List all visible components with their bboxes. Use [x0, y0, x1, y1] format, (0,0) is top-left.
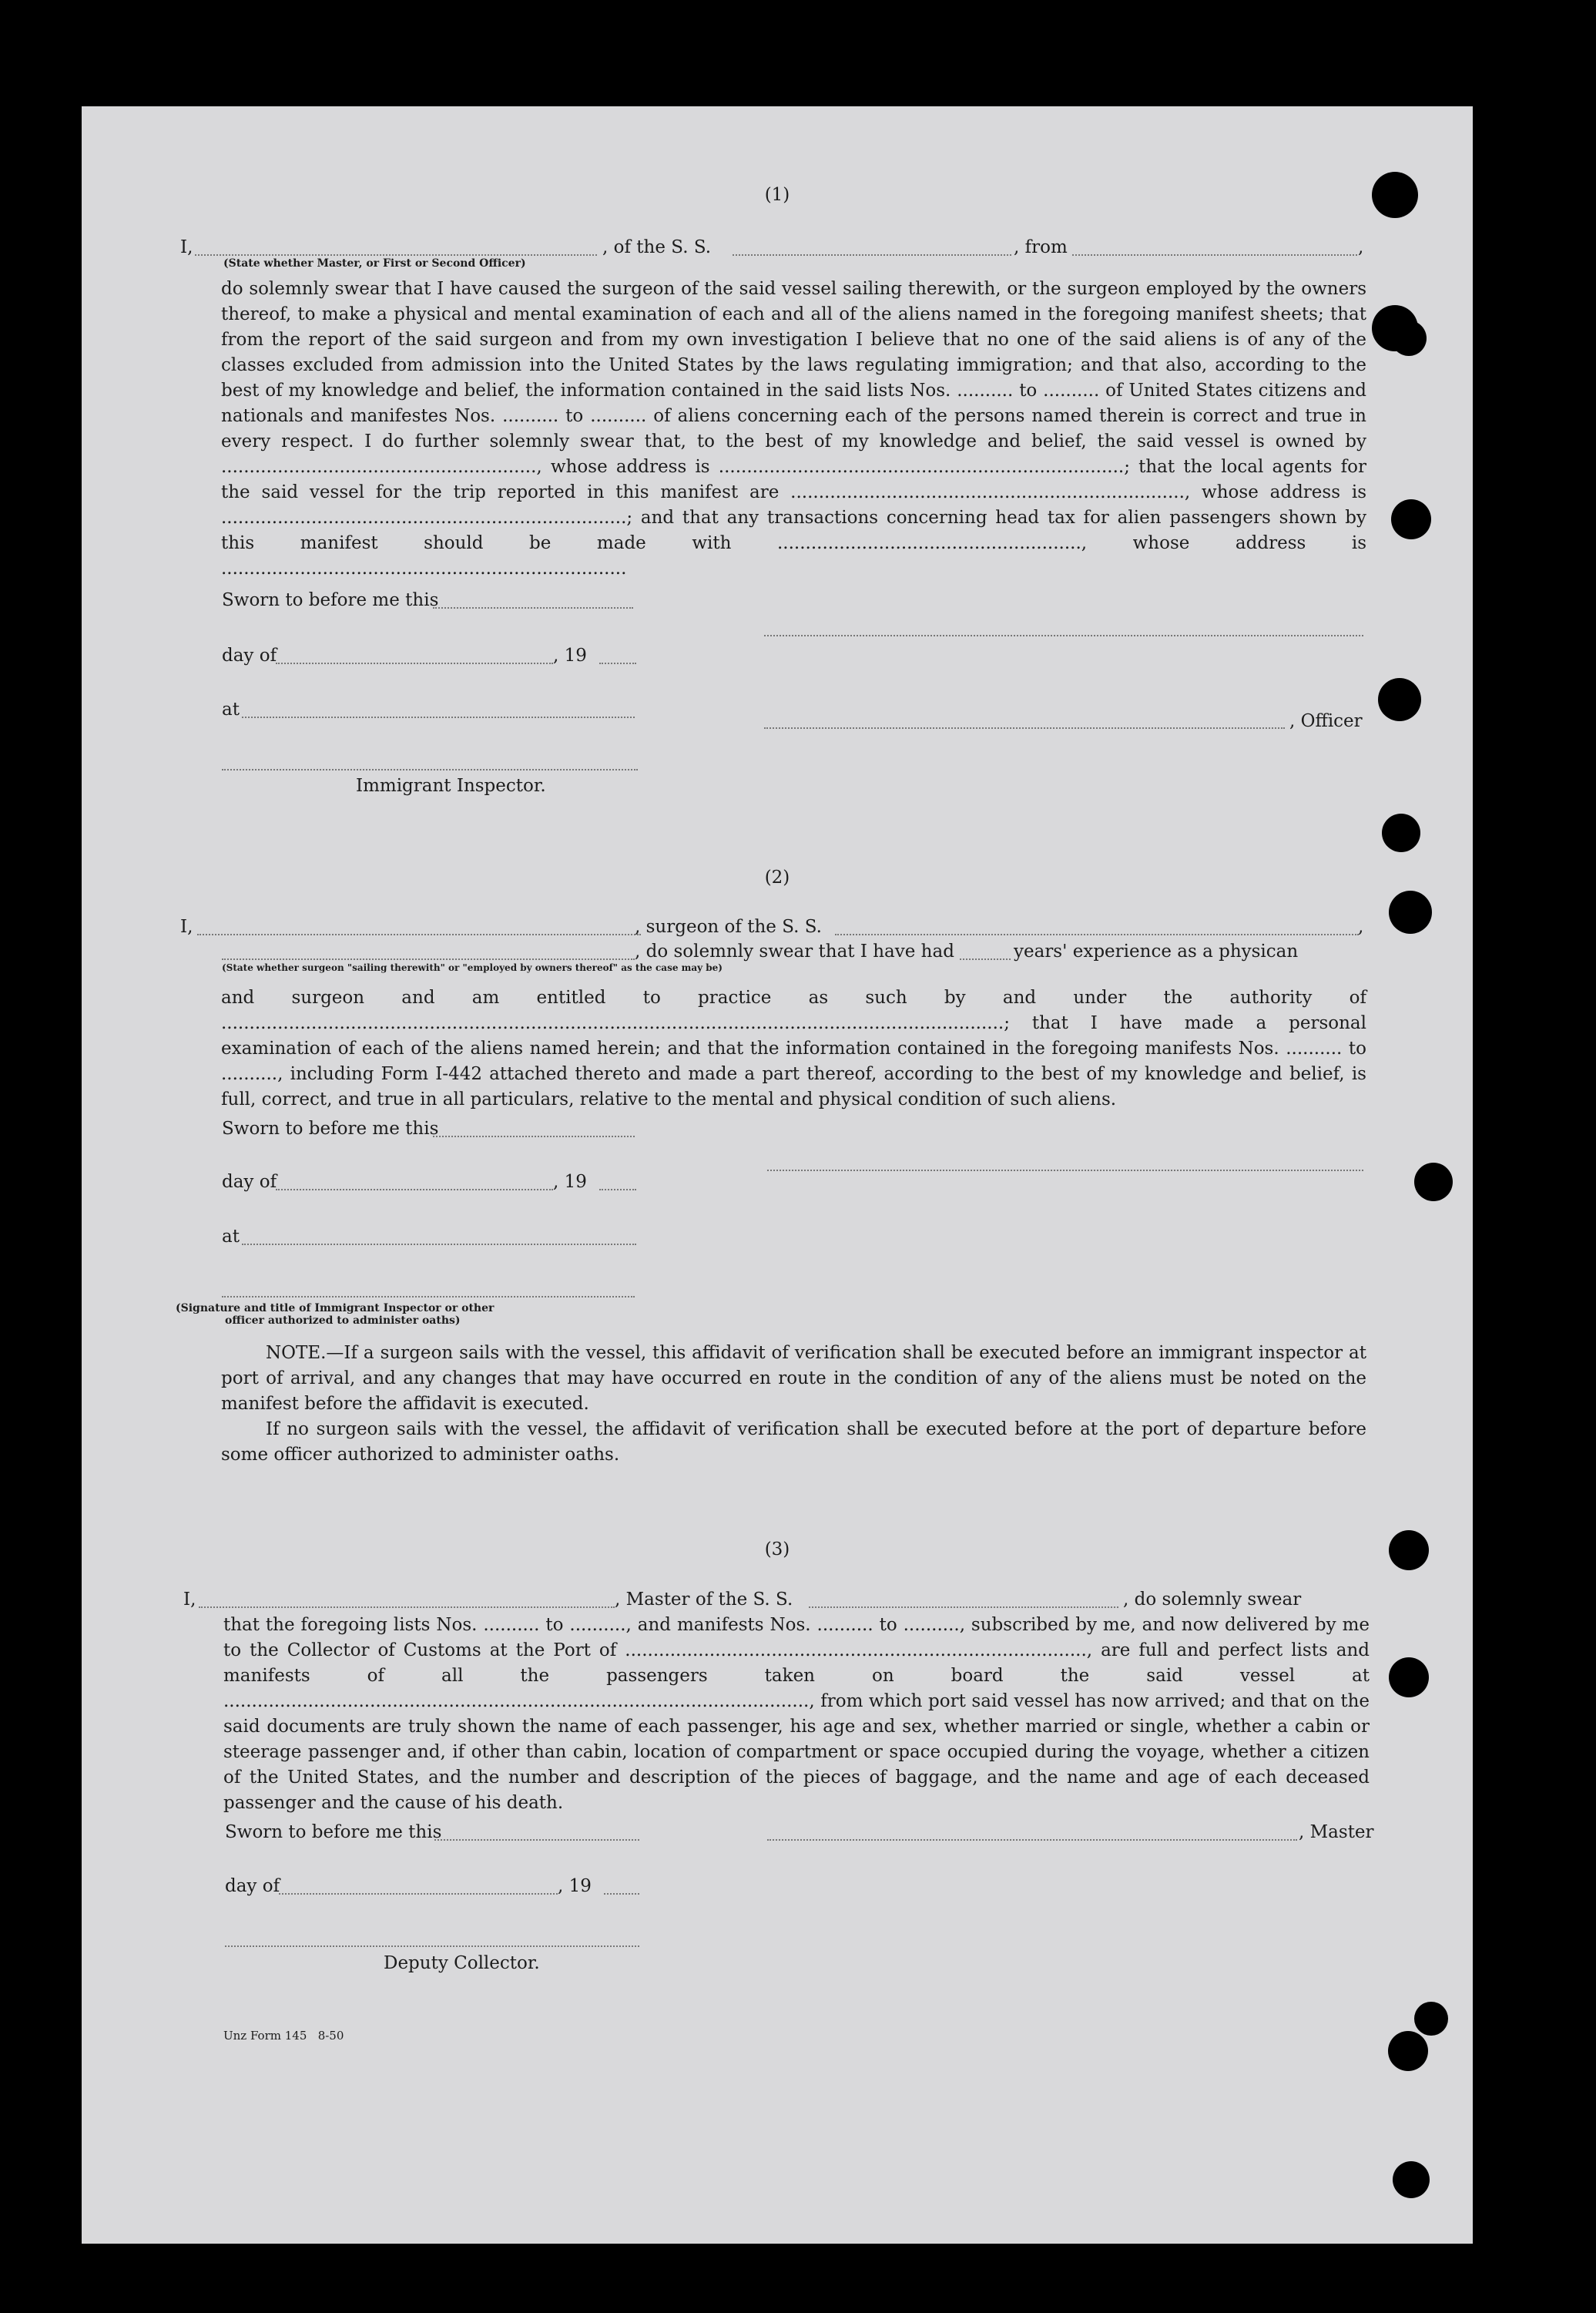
punch-hole: [1414, 2002, 1448, 2036]
section-2-number: (2): [764, 868, 790, 888]
s2-sworn: Sworn to before me this: [222, 1119, 439, 1139]
s3-day-blank[interactable]: [279, 1893, 558, 1895]
s2-year: , 19: [553, 1172, 587, 1192]
s1-at: at: [222, 700, 240, 720]
s1-year-blank[interactable]: [599, 663, 636, 664]
s1-from-label: , from: [1014, 237, 1068, 257]
s3-collector: Deputy Collector.: [384, 1953, 540, 1973]
s2-sig-note-1: (Signature and title of Immigrant Inspector or other: [176, 1302, 495, 1314]
s2-paragraph: and surgeon and am entitled to practice as such by and under the authority of ...........................................................................................................................................; that I have made a personal examination of each of the aliens named herein; and that the information contained in the foregoing manifests Nos. .......... to .........., including Form I-442 attached thereto and made a part thereof, according to the best of my knowledge and belief, is full, correct, and true in all particulars, relative to the mental and physical condition of such aliens.: [221, 988, 1366, 1110]
s1-dayof: day of: [222, 646, 277, 666]
punch-hole: [1414, 1163, 1453, 1201]
s2-day-blank[interactable]: [276, 1189, 553, 1190]
s3-year-blank[interactable]: [604, 1893, 639, 1895]
s1-ss-label: , of the S. S.: [602, 237, 712, 257]
s2-at: at: [222, 1227, 240, 1247]
s3-year: , 19: [558, 1876, 592, 1896]
s2-dayof: day of: [222, 1172, 277, 1192]
form-sheet: [82, 106, 1473, 2244]
punch-hole: [1382, 814, 1420, 852]
s1-at-blank[interactable]: [242, 717, 635, 718]
s3-master-label: , Master of the S. S.: [615, 1590, 793, 1610]
punch-hole: [1391, 499, 1431, 539]
s2-vessel-blank[interactable]: [835, 934, 1359, 935]
s2-note: (State whether surgeon "sailing therewith" or "employed by owners thereof" as the case may be): [222, 962, 723, 973]
section-3-number: (3): [764, 1539, 790, 1559]
section-1-number: (1): [764, 185, 790, 205]
s2-sig-note-2: officer authorized to administer oaths): [225, 1314, 461, 1327]
s3-sworn-blank[interactable]: [434, 1839, 639, 1841]
s3-master-blank[interactable]: [767, 1839, 1297, 1841]
s2-status-blank[interactable]: [222, 958, 635, 960]
s3-vessel-blank[interactable]: [809, 1606, 1118, 1608]
punch-hole: [1393, 2161, 1430, 2198]
s2-line-end: ,: [1358, 917, 1364, 937]
s2-surgeon-label: , surgeon of the S. S.: [635, 917, 822, 937]
s3-i-label: I,: [183, 1590, 196, 1610]
s2-note-paragraph: NOTE.—If a surgeon sails with the vessel, this affidavit of verification shall be executed before an immigrant inspector at port of arrival, and any changes that may have occurred en route in the condition of any of the aliens must be noted on the manifest before the affidavit is executed.: [221, 1343, 1366, 1414]
s1-sworn-blank[interactable]: [433, 607, 633, 609]
s1-day-blank[interactable]: [276, 663, 553, 664]
s3-paragraph: that the foregoing lists Nos. .......... to .........., and manifests Nos. .......... to .........., subscribed by me, and now delivered by me to the Collector of Customs at the Port of .................................................................................., are full and perfect lists and manifests of all the passengers taken on board the said vessel at ........................................................................................................, from which port said vessel has now arrived; and that on the said documents are truly shown the name of each passenger, his age and sex, whether married or single, whether a cabin or steerage passenger and, if other than cabin, location of compartment or space occupied during the voyage, whether a citizen of the United States, and the number and description of the pieces of baggage, and the name and age of each deceased passenger and the cause of his death.: [223, 1615, 1370, 1813]
s2-years-blank[interactable]: [960, 958, 1011, 960]
s1-line-end: ,: [1358, 237, 1364, 257]
s1-rank-blank[interactable]: [195, 254, 597, 256]
s2-years-label: years' experience as a physican: [1014, 942, 1299, 962]
s1-i-label: I,: [180, 237, 193, 257]
s2-year-blank[interactable]: [599, 1189, 636, 1190]
s2-note-paragraph-2: If no surgeon sails with the vessel, the affidavit of verification shall be executed before at the port of departure before some officer authorized to administer oaths.: [221, 1419, 1366, 1465]
s1-officer: , Officer: [1289, 711, 1363, 731]
s3-swear-label: , do solemnly swear: [1123, 1590, 1302, 1610]
s3-dayof: day of: [225, 1876, 280, 1896]
s1-sworn: Sworn to before me this: [222, 590, 439, 610]
s3-name-blank[interactable]: [199, 1606, 615, 1608]
punch-hole: [1389, 1657, 1429, 1697]
s1-paragraph: do solemnly swear that I have caused the surgeon of the said vessel sailing therewith, or the surgeon employed by the owners thereof, to make a physical and mental examination of each and all of the aliens named in the foregoing manifest sheets; that from the report of the said surgeon and from my own investigation I believe that no one of the said aliens is of any of the classes excluded from admission into the United States by the laws regulating immigration; and that also, according to the best of my knowledge and belief, the information contained in the said lists Nos. .......... to .......... of United States citizens and nationals and manifestes Nos. .......... to .......... of aliens concerning each of the persons named therein is correct and true in every respect. I do further solemnly swear that, to the best of my knowledge and belief, the said vessel is owned by ........................................................, whose address is ........................................................................; that the local agents for the said vessel for the trip reported in this manifest are ......................................................................, whose address is ........................................................................; and that any transactions concerning head tax for alien passengers shown by this manifest should be made with ......................................................, whose address is ........................................................................: [221, 279, 1366, 579]
s1-port-blank[interactable]: [1072, 254, 1357, 256]
s2-at-blank[interactable]: [242, 1244, 636, 1245]
s3-collector-blank[interactable]: [225, 1945, 639, 1947]
s1-year: , 19: [553, 646, 587, 666]
s1-inspector-blank[interactable]: [222, 769, 638, 770]
punch-hole: [1378, 678, 1421, 721]
s1-inspector: Immigrant Inspector.: [356, 776, 546, 796]
form-footer: Unz Form 145 8-50: [223, 2029, 344, 2043]
s1-signature-blank[interactable]: [764, 635, 1363, 636]
s2-swear-label: , do solemnly swear that I have had: [635, 942, 954, 962]
punch-hole: [1389, 891, 1432, 934]
s1-vessel-blank[interactable]: [733, 254, 1011, 256]
s2-inspector-blank[interactable]: [222, 1296, 635, 1297]
punch-hole: [1388, 2031, 1428, 2071]
s2-sworn-blank[interactable]: [433, 1136, 635, 1137]
s1-note: (State whether Master, or First or Second Officer): [223, 257, 526, 270]
s1-officer-blank[interactable]: [764, 727, 1285, 729]
s3-sworn: Sworn to before me this: [225, 1822, 442, 1842]
s3-master: , Master: [1299, 1822, 1374, 1842]
s2-i-label: I,: [180, 917, 193, 937]
punch-hole: [1391, 321, 1427, 356]
s2-signature-blank[interactable]: [767, 1170, 1363, 1171]
s2-name-blank[interactable]: [197, 934, 641, 935]
